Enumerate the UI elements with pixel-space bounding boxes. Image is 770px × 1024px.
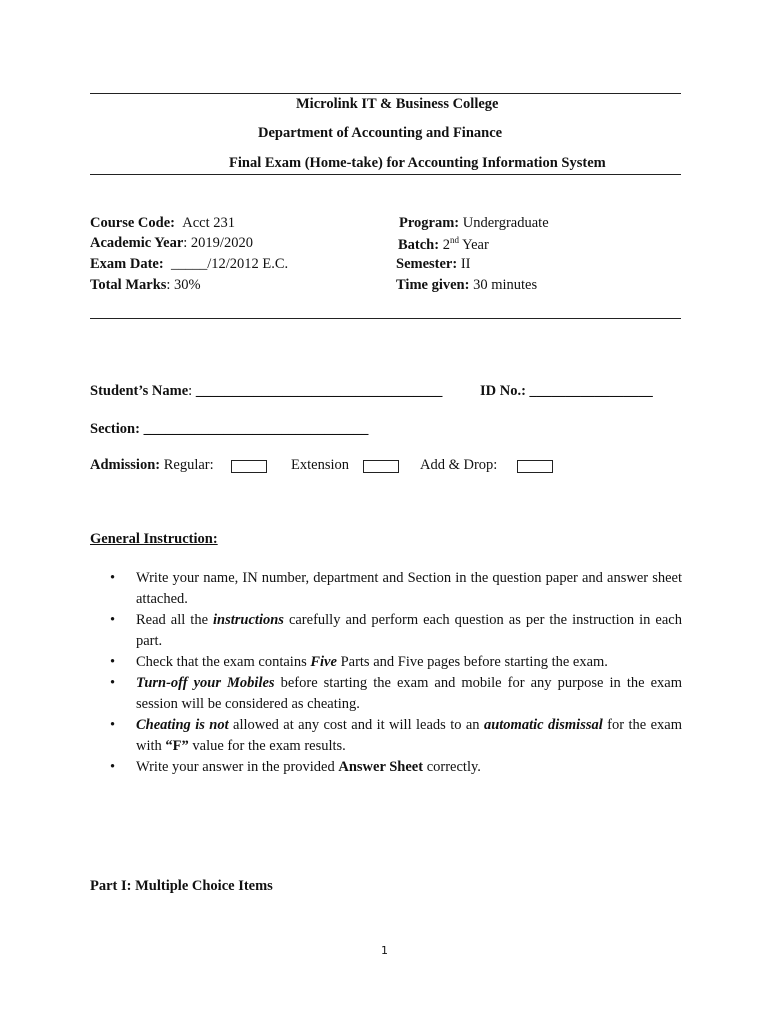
instruction-text: Parts and Five pages before starting the exam. xyxy=(336,654,608,670)
add-drop-label: Add & Drop: xyxy=(420,457,498,473)
batch-value-num: 2 xyxy=(442,236,450,253)
section-field[interactable]: _______________________________ xyxy=(143,421,369,437)
instruction-text: Write your name, IN number, department and Section in the question paper and answer sheet attached. xyxy=(136,570,682,607)
student-name-row xyxy=(90,383,442,400)
instruction-text: value for the exam results. xyxy=(188,738,346,754)
top-rule xyxy=(90,93,681,94)
section-label: Section: xyxy=(90,421,140,437)
course-info-bottom-rule xyxy=(90,318,681,319)
exam-date-value: _____/12/2012 E.C. xyxy=(170,256,289,272)
bullet-icon: • xyxy=(110,654,116,670)
batch xyxy=(398,235,489,254)
department-name: Department of Accounting and Finance xyxy=(258,125,503,141)
instruction-text: before starting the exam and mobile for any purpose in the exam session will be considered as cheating. xyxy=(136,675,682,712)
instruction-emphasis: Five xyxy=(310,654,337,670)
id-row xyxy=(480,383,653,400)
regular-checkbox[interactable] xyxy=(231,460,267,473)
instruction-text: Check that the exam contains xyxy=(136,654,311,670)
page-number: 1 xyxy=(381,944,388,957)
id-label: ID No.: xyxy=(480,383,526,399)
semester-label: Semester: xyxy=(396,256,458,272)
instruction-item xyxy=(110,673,682,715)
instruction-item xyxy=(110,610,682,652)
time-label: Time given: xyxy=(396,277,470,293)
bullet-icon: • xyxy=(110,570,116,586)
instruction-emphasis: automatic dismissal xyxy=(483,717,603,733)
semester-value: II xyxy=(460,256,471,272)
instruction-item xyxy=(110,568,682,610)
student-name-label: Student’s Name xyxy=(90,383,189,399)
instruction-heading: General Instruction: xyxy=(90,531,218,547)
instruction-emphasis: “F” xyxy=(165,738,189,754)
total-marks xyxy=(90,277,201,294)
section-row xyxy=(90,421,368,438)
bullet-icon: • xyxy=(110,759,116,775)
instruction-text: carefully and perform each question as per the instruction in each part. xyxy=(136,612,682,649)
instruction-text: for the exam with xyxy=(136,717,682,754)
student-name-field[interactable]: __________________________________ xyxy=(195,383,443,399)
instruction-text: allowed at any cost and it will leads to an xyxy=(228,717,484,733)
total-marks-label: Total Marks xyxy=(90,277,167,293)
bullet-icon: • xyxy=(110,612,116,628)
instruction-emphasis: Cheating is not xyxy=(136,717,229,733)
id-field[interactable]: _________________ xyxy=(529,383,653,399)
course-code-label: Course Code: xyxy=(90,215,175,231)
college-name: Microlink IT & Business College xyxy=(296,96,499,112)
instruction-emphasis: Answer Sheet xyxy=(338,759,424,775)
instruction-text: Write your answer in the provided xyxy=(136,759,339,775)
course-code xyxy=(90,215,235,232)
instruction-emphasis: instructions xyxy=(213,612,284,628)
part1-heading: Part I: Multiple Choice Items xyxy=(90,878,273,894)
instruction-text: Read all the xyxy=(136,612,214,628)
academic-year-label: Academic Year xyxy=(90,235,184,251)
academic-year-value: : 2019/2020 xyxy=(183,235,253,251)
admission-row xyxy=(90,457,214,474)
total-marks-value: : 30% xyxy=(166,277,201,293)
add-drop-checkbox[interactable] xyxy=(517,460,553,473)
academic-year xyxy=(90,235,253,252)
bullet-icon: • xyxy=(110,717,116,733)
batch-value-sup: nd xyxy=(449,235,459,245)
program xyxy=(399,215,549,232)
time-value: 30 minutes xyxy=(473,277,538,293)
exam-date-label: Exam Date: xyxy=(90,256,164,272)
batch-value-rest: Year xyxy=(462,236,489,253)
exam-title: Final Exam (Home-take) for Accounting Information System xyxy=(229,155,606,171)
regular-label: Regular: xyxy=(163,457,214,473)
extension-checkbox[interactable] xyxy=(363,460,399,473)
instruction-item xyxy=(110,715,682,757)
header-bottom-rule xyxy=(90,174,681,175)
admission-label: Admission: xyxy=(90,457,161,473)
extension-label: Extension xyxy=(291,457,349,473)
instruction-text: correctly. xyxy=(423,759,481,775)
program-label: Program: xyxy=(399,215,460,231)
course-code-value: Acct 231 xyxy=(182,215,235,231)
instruction-item xyxy=(110,652,682,673)
program-value: Undergraduate xyxy=(462,215,549,231)
bullet-icon: • xyxy=(110,675,116,691)
semester xyxy=(396,256,470,273)
batch-label: Batch: xyxy=(398,236,440,253)
student-name-sep: : xyxy=(188,383,193,399)
instruction-emphasis: Turn-off your Mobiles xyxy=(136,675,275,691)
time-given xyxy=(396,277,537,294)
instruction-list xyxy=(110,568,682,778)
exam-date xyxy=(90,256,288,273)
instruction-item xyxy=(110,757,682,778)
